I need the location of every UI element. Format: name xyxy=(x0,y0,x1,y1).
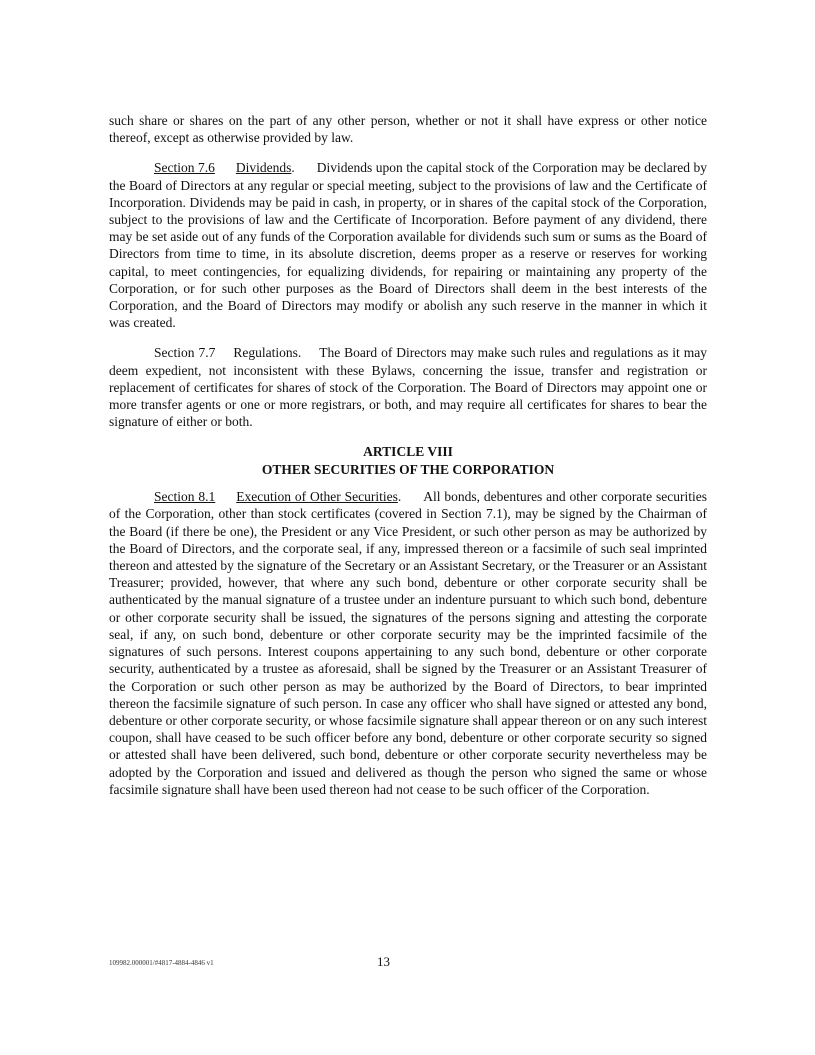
section-7-6-number: Section 7.6 xyxy=(154,160,215,176)
section-8-1-body: All bonds, debentures and other corporate securities of the Corporation, other than stock certificates (covered in Section 7.1), may be signed by the Chairman of the Board (if there be one), the President or any Vice President, or such other person as may be authorized by the Board of Directors, and the corporate seal, if any, impressed thereon or a facsimile of such seal imprinted thereon and attested by the signature of the Secretary or an Assistant Secretary, or the Treasurer or an Assistant Treasurer; provided, however, that where any such bond, debenture or other corporate security shall be authenticated by the manual signature of a trustee under an indenture pursuant to which such bond, debenture or other corporate security shall be issued, the signatures of the persons signing and attesting the corporate seal, if any, on such bond, debenture or other corporate security may be the imprinted facsimile of the signatures of such persons. Interest coupons appertaining to any such bond, debenture or other corporate security, authenticated by a trustee as aforesaid, shall be signed by the Treasurer or an Assistant Treasurer of the Corporation or such other person as may be authorized by the Board of Directors, to bear imprinted thereon the facsimile signature of such person. In case any officer who shall have signed or attested any bond, debenture or other corporate security, or whose facsimile signature shall appear thereon or on any such interest coupon, shall have ceased to be such officer before any bond, debenture or other corporate security so signed or attested shall have been delivered, such bond, debenture or other corporate security nevertheless may be adopted by the Corporation and issued and delivered as though the person who signed the same or whose facsimile signature shall have been used thereon had not cease to be such officer of the Corporation. xyxy=(109,489,707,797)
section-8-1-title: Execution of Other Securities xyxy=(236,489,398,505)
section-7-7-number: Section 7.7 xyxy=(154,345,216,361)
section-7-6-paragraph: Section 7.6 Dividends. Dividends upon the capital stock of the Corporation may be declared by the Board of Directors at any regular or special meeting, subject to the provisions of law and the Certificate of Incorporation. Dividends may be paid in cash, in property, or in shares of the capital stock of the Corporation, subject to the provisions of law and the Certificate of Incorporation. Before payment of any dividend, there may be set aside out of any funds of the Corporation available for dividends such sum or sums as the Board of Directors from time to time, in its absolute discretion, deems proper as a reserve or reserves for working capital, to meet contingencies, for equalizing dividends, for repairing or maintaining any property of the Corporation, or for such other purposes as the Board of Directors shall deem in the best interests of the Corporation, and the Board of Directors may modify or abolish any such reserve in the manner in which it was created. xyxy=(109,160,708,331)
continuation-paragraph: such share or shares on the part of any other person, whether or not it shall have express or other notice thereof, except as otherwise provided by law. xyxy=(109,113,707,146)
section-7-7-paragraph xyxy=(109,344,707,430)
section-7-6-body: Dividends upon the capital stock of the Corporation may be declared by the Board of Directors at any regular or special meeting, subject to the provisions of law and the Certificate of Incorporation. Dividends may be paid in cash, in property, or in shares of the capital stock of the Corporation, subject to the provisions of law and the Certificate of Incorporation. Before payment of any dividend, there may be set aside out of any funds of the Corporation available for dividends such sum or sums as the Board of Directors from time to time, in its absolute discretion, deems proper as a reserve or reserves for working capital, to meet contingencies, for equalizing dividends, for repairing or maintaining any property of the Corporation, or for such other purposes as the Board of Directors shall deem in the best interests of the Corporation, and the Board of Directors may modify or abolish any such reserve in the manner in which it was created. xyxy=(109,160,708,331)
section-7-7-body: The Board of Directors may make such rules and regulations as it may deem expedient, not inconsistent with these Bylaws, concerning the issue, transfer and registration or replacement of certificates for shares of stock of the Corporation. The Board of Directors may appoint one or more transfer agents or one or more registrars, or both, and may require all certificates for shares to bear the signature of either or both. xyxy=(109,345,707,430)
footer-document-id: 109982.000001/#4817-4884-4846 v1 xyxy=(109,959,214,967)
footer-page-number: 13 xyxy=(377,954,390,969)
section-8-1-paragraph: Section 8.1 Execution of Other Securities. All bonds, debentures and other corporate securities of the Corporation, other than stock certificates (covered in Section 7.1), may be signed by the Chairman of the Board (if there be one), the President or any Vice President, or such other person as may be authorized by the Board of Directors, and the corporate seal, if any, impressed thereon or a facsimile of such seal imprinted thereon and attested by the signature of the Secretary or an Assistant Secretary, or the Treasurer or an Assistant Treasurer; provided, however, that where any such bond, debenture or other corporate security shall be authenticated by the manual signature of a trustee under an indenture pursuant to which such bond, debenture or other corporate security shall be issued, the signatures of the persons signing and attesting the corporate seal, if any, on such bond, debenture or other corporate security may be the imprinted facsimile of the signatures of such persons. Interest coupons appertaining to any such bond, debenture or other corporate security, authenticated by a trustee as aforesaid, shall be signed by the Treasurer or an Assistant Treasurer of the Corporation or such other person as may be authorized by the Board of Directors, to bear imprinted thereon the facsimile signature of such person. In case any officer who shall have signed or attested any bond, debenture or other corporate security, or whose facsimile signature shall appear thereon or on any such interest coupon, shall have ceased to be such officer before any bond, debenture or other corporate security so signed or attested shall have been delivered, such bond, debenture or other corporate security nevertheless may be adopted by the Corporation and issued and delivered as though the person who signed the same or whose facsimile signature shall have been used thereon had not cease to be such officer of the Corporation. xyxy=(109,489,707,797)
article-number: ARTICLE VIII xyxy=(363,444,453,460)
section-8-1-number: Section 8.1 xyxy=(154,489,216,505)
section-7-7-title: Regulations. xyxy=(233,345,302,361)
document-page xyxy=(109,112,707,798)
section-7-6-title: Dividends xyxy=(235,160,292,176)
article-title: OTHER SECURITIES OF THE CORPORATION xyxy=(261,461,555,477)
